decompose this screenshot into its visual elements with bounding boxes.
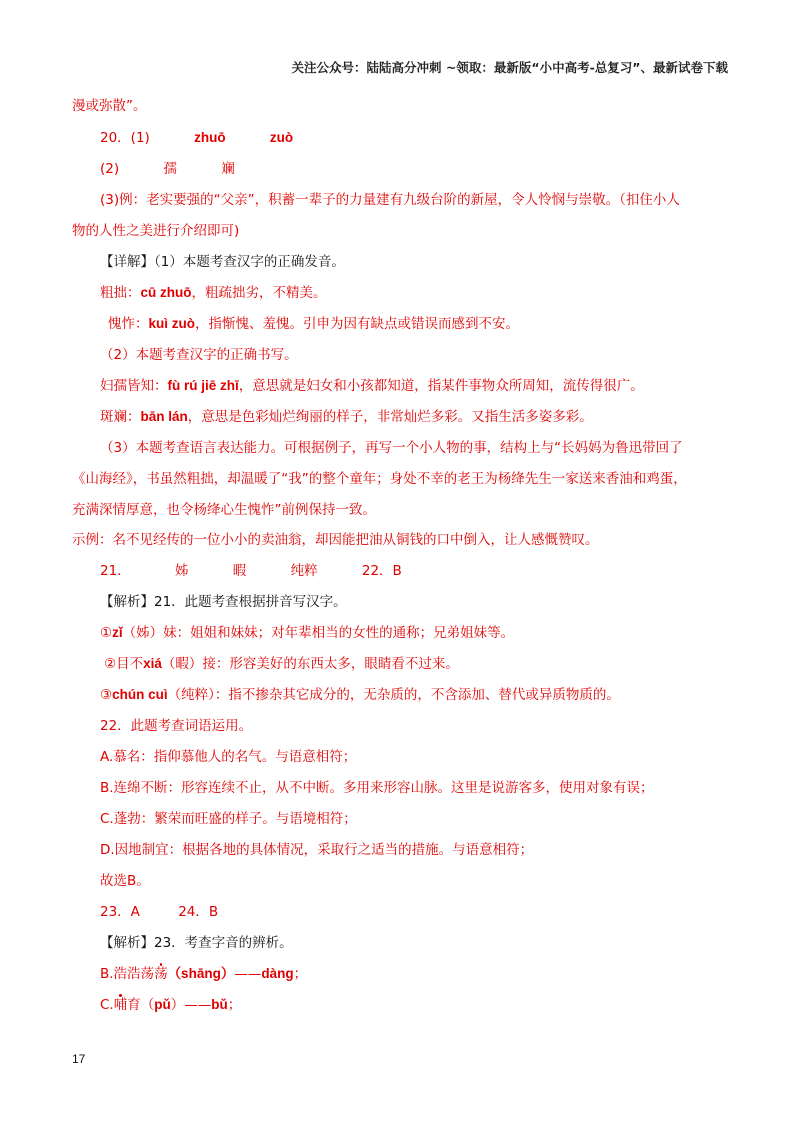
pinyin: dàng — [261, 966, 294, 981]
character-answer: 斓 — [221, 161, 235, 177]
pinyin: cū zhuō — [140, 285, 192, 300]
option-line: A.慕名：指仰慕他人的名气。与语意相符； — [100, 749, 357, 765]
text-line: 22．此题考查词语运用。 — [100, 718, 253, 734]
text-span: 21．此题考查根据拼音写汉字。 — [154, 594, 347, 610]
definition: （暇）接：形容美好的东西太多，眼睛看不过来。 — [161, 656, 459, 672]
definition: ，指惭愧、羞愧。引申为因有缺点或错误而感到不安。 — [195, 316, 519, 332]
prefix: B.浩浩荡 — [100, 966, 155, 982]
option-line: C.蓬勃：繁荣而旺盛的样子。与语境相符； — [100, 811, 357, 827]
dotted-character: 荡 — [154, 966, 168, 982]
definition-line — [100, 623, 514, 643]
pinyin: bān lán — [140, 409, 188, 424]
text-line: 漫或弥散”。 — [72, 98, 147, 114]
pinyin: kuì zuò — [148, 316, 195, 331]
choice-answer: 22．B — [361, 563, 402, 579]
character-answer: 孺 — [163, 161, 177, 177]
question-number: 20．(1) — [100, 130, 150, 146]
pinyin: bǔ — [211, 997, 228, 1012]
definition: （纯粹）：指不掺杂其它成分的，无杂质的，不含添加、替代或异质物质的。 — [167, 687, 620, 703]
text-line: （2）本题考查汉字的正确书写。 — [100, 347, 298, 363]
option-line: B.连绵不断：形容连续不止，从不中断。多用来形容山脉。这里是说游客多，使用对象有误； — [100, 780, 654, 796]
question-number: (2) — [100, 161, 120, 177]
prefix: C. — [100, 997, 114, 1013]
text-line: 充满深情厚意，也令杨绛心生愧怍”前例保持一致。 — [72, 502, 376, 518]
text-span: 23．考查字音的辨析。 — [154, 935, 293, 951]
prefix: ③ — [100, 687, 113, 703]
prefix: ① — [100, 625, 113, 641]
pinyin: chún cuì — [112, 687, 168, 702]
definition-line — [104, 654, 459, 674]
analysis-tag: 【解析】 — [100, 594, 154, 610]
definition: （姊）妹：姐姐和妹妹；对年辈相当的女性的通称；兄弟姐妹等。 — [122, 625, 515, 641]
explanation-heading — [100, 933, 293, 953]
term: 粗拙： — [100, 285, 141, 301]
character-answer: 纯粹 — [290, 563, 318, 579]
definition-line — [100, 685, 620, 705]
pronunciation-line — [100, 995, 241, 1015]
page-number: 17 — [72, 1052, 86, 1066]
definition: ，意思是色彩灿烂绚丽的样子，非常灿烂多彩。又指生活多姿多彩。 — [187, 409, 593, 425]
pinyin: zǐ — [112, 625, 123, 640]
pinyin-answer: zuò — [269, 130, 294, 145]
term: 愧怍： — [108, 316, 149, 332]
analysis-tag: 【解析】 — [100, 935, 154, 951]
definition: ，意思就是妇女和小孩都知道，指某件事物众所周知，流传得很广。 — [238, 378, 644, 394]
choice-answer: 24．B — [178, 904, 219, 920]
text-line: （3）本题考查语言表达能力。可根据例子，再写一个小人物的事，结构上与“长妈妈为鲁迅带回了 — [100, 440, 683, 456]
pinyin: pǔ — [154, 997, 171, 1012]
pinyin: fù rú jiē zhī — [167, 378, 239, 393]
text-span: （1）本题考查汉字的正确发音。 — [154, 254, 345, 270]
detail-tag: 【详解】 — [100, 254, 154, 270]
choice-answer: 23．A — [100, 904, 140, 920]
text-line: 物的人性之美进行介绍即可) — [72, 223, 240, 239]
option-line: D.因地制宜：根据各地的具体情况，采取行之适当的措施。与语意相符； — [100, 842, 534, 858]
explanation-heading — [100, 592, 347, 612]
dash: —— — [234, 966, 262, 982]
definition-line — [100, 407, 593, 427]
prefix: ②目不 — [104, 656, 144, 672]
text-line: 故选B。 — [100, 873, 150, 889]
answer-line-21-22 — [100, 561, 402, 581]
question-number: 21． — [100, 563, 131, 579]
definition-line — [100, 283, 327, 303]
text-span: 育（ — [127, 997, 155, 1013]
text-line: (3)例：老实要强的“父亲”，积蓄一辈子的力量建有九级台阶的新屋，令人怜悯与崇敬。（扣住小人 — [100, 192, 680, 208]
definition-line — [108, 314, 519, 334]
pinyin: （shāng） — [167, 966, 235, 981]
pronunciation-line — [100, 964, 307, 984]
definition: ，粗疏拙劣，不精美。 — [191, 285, 327, 301]
text-line: 示例：名不见经传的一位小小的卖油翁，却因能把油从铜钱的口中倒入，让人感慨赞叹。 — [72, 532, 599, 548]
text-line: 《山海经》，书虽然粗拙，却温暖了“我”的整个童年；身处不幸的老王为杨绛先生一家送来香油和鸡蛋， — [72, 471, 687, 487]
pinyin: xiá — [143, 656, 162, 671]
dash: ）—— — [170, 997, 212, 1013]
term: 妇孺皆知： — [100, 378, 168, 394]
dotted-character: 哺 — [113, 997, 128, 1013]
punct: ； — [227, 997, 242, 1013]
character-answer: 姊 — [174, 563, 189, 579]
page-header: 关注公众号：陆陆高分冲刺 ~领取：最新版“小中高考-总复习”、最新试卷下载 — [291, 60, 728, 75]
answer-line-20-1 — [100, 128, 293, 148]
pinyin-answer: zhuō — [194, 130, 226, 145]
answer-line-20-2 — [100, 159, 235, 179]
answer-line-23-24 — [100, 902, 218, 922]
punct: ； — [293, 966, 308, 982]
explanation-heading — [100, 252, 345, 272]
character-answer: 暇 — [232, 563, 247, 579]
term: 斑斓： — [100, 409, 141, 425]
definition-line — [100, 376, 644, 396]
